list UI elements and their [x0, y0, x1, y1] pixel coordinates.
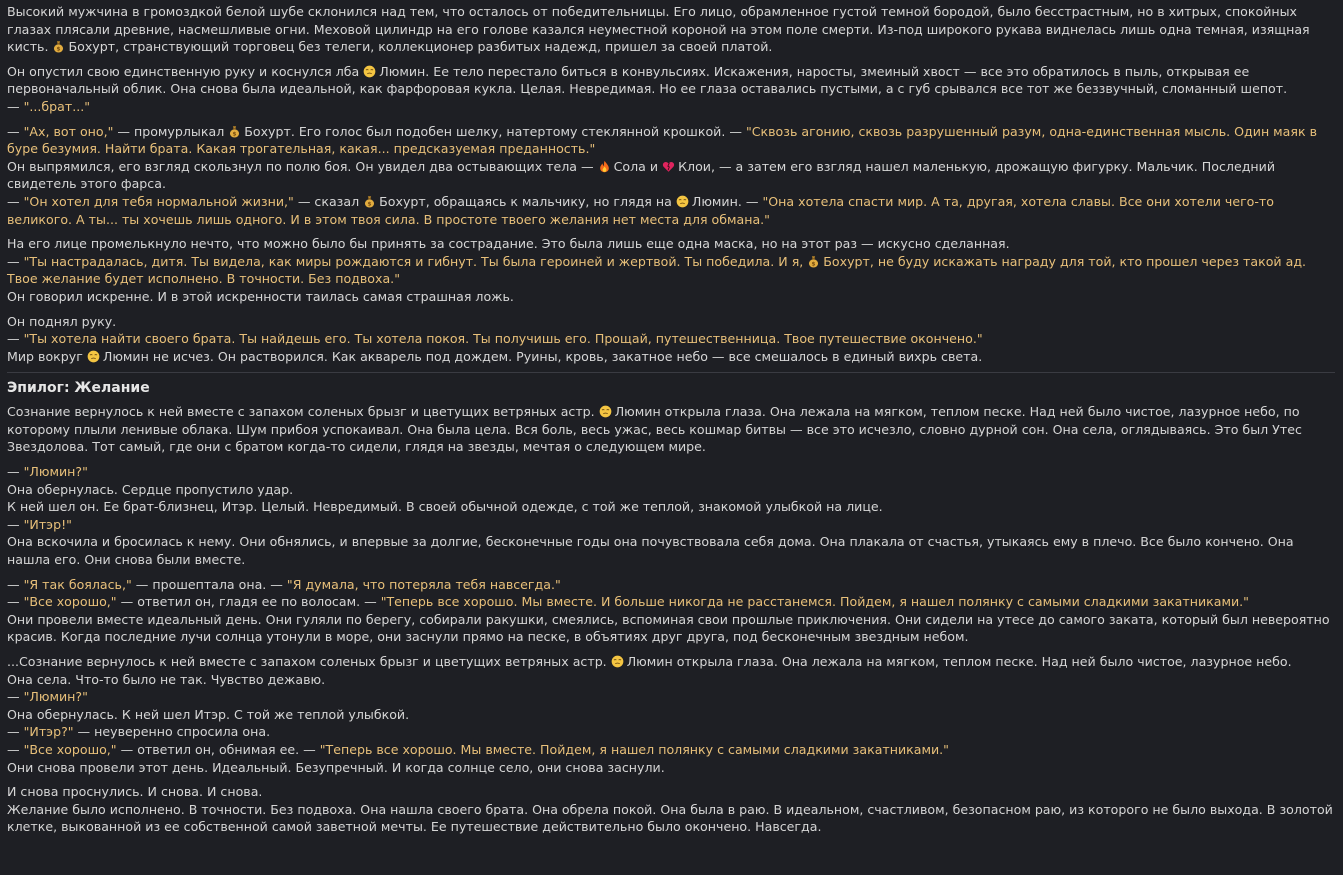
narration-text: —: [7, 464, 24, 480]
narration-text: Она вскочила и бросилась к нему. Они обнялись, и впервые за долгие, бесконечные годы она почувствовала себя дома. Она плакала от счастья, утыкаясь ему в плечо. Все было кончено. Она нашла его. Они снова были вместе.: [7, 534, 1294, 568]
dialogue-quote: "Все хорошо,": [23, 741, 117, 757]
story-line: [7, 611, 1335, 646]
story-paragraph: [7, 463, 1335, 569]
dialogue-quote: "Теперь все хорошо. Мы вместе. И больше никогда не расстанемся. Пойдем, я нашел полянку с самыми сладкими закатниками.": [380, 594, 1249, 610]
story-line: [7, 706, 1335, 724]
narration-text: —: [7, 253, 24, 269]
dialogue-quote: "Я так боялась,": [23, 576, 132, 592]
story-paragraph: [7, 63, 1335, 116]
face-icon: [676, 195, 689, 208]
narration-text: Сола и: [613, 158, 663, 174]
story-line: [7, 783, 1335, 801]
narration-text: — ответил он, обнимая ее. —: [116, 741, 320, 757]
narration-text: Бохурт. Его голос был подобен шелку, натертому стеклянной крошкой. —: [244, 123, 746, 139]
dialogue-quote: "Ты настрадалась, дитя. Ты видела, как миры рождаются и гибнут. Ты была героиней и жертвой. Ты победила. И я,: [23, 253, 808, 269]
narration-text: — прошептала она. —: [131, 576, 287, 592]
moneybag-icon: [363, 195, 376, 208]
narration-text: Она обернулась. К ней шел Итэр. С той же теплой улыбкой.: [7, 706, 410, 722]
story-line: [7, 348, 1335, 366]
story-line: [7, 98, 1335, 116]
narration-text: Мир вокруг: [7, 348, 87, 364]
dialogue-quote: "Она хотела спасти мир. А та, другая, хотела славы. Все они хотели чего-то великого. А ты... ты хочешь лишь одного. И в этом твоя сила. В простоте твоего желания нет места для обмана.": [7, 193, 1274, 227]
dialogue-quote: "Все хорошо,": [23, 594, 117, 610]
narration-text: Он выпрямился, его взгляд скользнул по полю боя. Он увидел два остывающих тела —: [7, 158, 598, 174]
story-line: [7, 759, 1335, 777]
dialogue-quote: "Сквозь агонию, сквозь разрушенный разум, одна-единственная мысль. Один маяк в буре безумия. Найти брата. Какая трогательная, какая... предсказуемая преданность.": [7, 123, 1318, 157]
story-paragraph: [7, 123, 1335, 229]
story-line: [7, 576, 1335, 594]
narration-text: —: [7, 193, 24, 209]
story-line: [7, 123, 1335, 158]
narration-text: —: [7, 724, 24, 740]
story-paragraph: [7, 3, 1335, 56]
dialogue-quote: "...брат...": [23, 98, 91, 114]
narration-text: Они провели вместе идеальный день. Они гуляли по берегу, собирали ракушки, смеялись, вспоминая свои прошлые приключения. Они сидели на утесе до самого заката, который был невероятно красив. Когда последние лучи солнца утонули в море, они заснули прямо на песке, в объятиях друг друга, под бесконечным звездным небом.: [7, 611, 1330, 645]
face-icon: [611, 655, 624, 668]
story-line: [7, 313, 1335, 331]
story-part-one: [7, 3, 1335, 365]
dialogue-quote: "Люмин?": [23, 464, 88, 480]
narration-text: — неуверенно спросила она.: [73, 724, 271, 740]
dialogue-quote: "Итэр!": [23, 516, 72, 532]
narration-text: Они снова провели этот день. Идеальный. Безупречный. И когда солнце село, они снова заснули.: [7, 759, 665, 775]
moneybag-icon: [228, 125, 241, 138]
fire-icon: [598, 160, 611, 173]
story-line: [7, 193, 1335, 228]
narration-text: Он поднял руку.: [7, 313, 117, 329]
narration-text: —: [7, 98, 24, 114]
narration-text: —: [7, 741, 24, 757]
narration-text: К ней шел он. Ее брат-близнец, Итэр. Целый. Невредимый. В своей обычной одежде, с той же теплой, знакомой улыбкой на лице.: [7, 499, 883, 515]
story-line: [7, 653, 1335, 671]
story-line: [7, 235, 1335, 253]
story-line: [7, 481, 1335, 499]
svg-text:$: $: [232, 131, 237, 138]
story-paragraph: [7, 235, 1335, 305]
story-line: [7, 253, 1335, 288]
dialogue-quote: "Я думала, что потеряла тебя навсегда.": [286, 576, 561, 592]
narration-text: На его лице промелькнуло нечто, что можно было бы принять за сострадание. Это была лишь еще одна маска, но на этот раз — искусно сделанная.: [7, 236, 1010, 252]
story-paragraph: [7, 783, 1335, 836]
narration-text: —: [7, 516, 24, 532]
narration-text: Люмин открыла глаза. Она лежала на мягком, теплом песке. Над ней было чистое, лазурное небо, по которому плыли ленивые облака. Шум прибоя успокаивал. Она была цела. Вся боль, весь ужас, весь кошмар битвы — все это исчезло, словно дурной сон. Она села, оглядываясь. Это был Утес Звездолова. Тот самый, где они с братом когда-то сидели, глядя на звезды, мечтая о следующем мире.: [7, 404, 1302, 455]
narration-text: ...Сознание вернулось к ней вместе с запахом соленых брызг и цветущих ветряных астр.: [7, 654, 611, 669]
narration-text: —: [7, 594, 24, 610]
story-line: [7, 723, 1335, 741]
dialogue-quote: "Итэр?": [23, 724, 74, 740]
story-line: [7, 463, 1335, 481]
epilogue-heading: Эпилог: Желание: [7, 380, 150, 397]
narration-text: —: [7, 689, 24, 705]
dialogue-quote: "Теперь все хорошо. Мы вместе. Пойдем, я нашел полянку с самыми сладкими закатниками.": [319, 741, 949, 757]
narration-text: Бохурт, странствующий торговец без телеги, коллекционер разбитых надежд, пришел за своей платой.: [68, 39, 773, 55]
section-divider: [7, 372, 1335, 373]
moneybag-icon: [807, 255, 820, 268]
story-line: [7, 688, 1335, 706]
narration-text: Высокий мужчина в громоздкой белой шубе склонился над тем, что осталось от победительницы. Его лицо, обрамленное густой темной бородой, было бесстрастным, но в хитрых, спокойных глазах плясали древние, насмешливые огни. Меховой цилиндр на его голове казался неуместной короной на этом поле смерти. Из-под широкого рукава виднелась лишь одна темная, изящная кисть.: [7, 4, 1310, 55]
story-part-two: [7, 403, 1335, 836]
narration-text: Люмин не исчез. Он растворился. Как акварель под дождем. Руины, кровь, закатное небо — все смешалось в единый вихрь света.: [102, 348, 983, 364]
face-icon: [87, 350, 100, 363]
svg-text:$: $: [367, 201, 372, 208]
narration-text: —: [7, 331, 24, 347]
story-line: [7, 533, 1335, 568]
story-line: [7, 516, 1335, 534]
narration-text: Люмин открыла глаза. Она лежала на мягком, теплом песке. Над ней было чистое, лазурное небо.: [626, 654, 1292, 669]
narration-text: Он говорил искренне. И в этой искренности таилась самая страшная ложь.: [7, 288, 514, 304]
story-line: [7, 671, 1335, 689]
story-line: [7, 593, 1335, 611]
narration-text: —: [7, 576, 24, 592]
narration-text: — сказал: [293, 193, 364, 209]
narration-text: Сознание вернулось к ней вместе с запахом соленых брызг и цветущих ветряных астр.: [7, 404, 599, 420]
dialogue-quote: "Люмин?": [23, 689, 88, 705]
story-line: [7, 801, 1335, 836]
dialogue-quote: Бохурт, не буду искажать награду для той, кто прошел через такой ад. Твое желание будет исполнено. В точности. Без подвоха.": [7, 253, 1307, 287]
heart-icon: [662, 160, 675, 173]
dialogue-quote: "Он хотел для тебя нормальной жизни,": [23, 193, 294, 209]
story-line: [7, 288, 1335, 306]
narration-text: Он опустил свою единственную руку и коснулся лба: [7, 63, 364, 79]
story-paragraph: [7, 576, 1335, 646]
story-paragraph: [7, 403, 1335, 456]
narration-text: Желание было исполнено. В точности. Без подвоха. Она нашла своего брата. Она обрела покой. Она была в раю. В идеальном, счастливом, безопасном раю, из которого не было выхода. В золотой клетке, выкованной из ее собственной самой заветной мечты. Ее путешествие действительно было окончено. Навсегда.: [7, 801, 1333, 835]
story-paragraph: [7, 313, 1335, 366]
narration-text: Она обернулась. Сердце пропустило удар.: [7, 481, 294, 497]
narration-text: Клои, — а затем его взгляд нашел маленькую, дрожащую фигурку. Мальчик. Последний свидетель этого фарса.: [7, 158, 1276, 192]
story-line: [7, 63, 1335, 98]
moneybag-icon: [52, 40, 65, 53]
narration-text: Она села. Что-то было не так. Чувство дежавю.: [7, 671, 326, 687]
narration-text: — промурлыкал: [113, 123, 229, 139]
story-line: [7, 330, 1335, 348]
dialogue-quote: "Ах, вот оно,": [23, 123, 114, 139]
narration-text: И снова проснулись. И снова. И снова.: [7, 784, 263, 800]
story-line: [7, 741, 1335, 759]
narration-text: Бохурт, обращаясь к мальчику, но глядя на: [379, 193, 676, 209]
story-line: [7, 158, 1335, 193]
story-line: [7, 498, 1335, 516]
narration-text: —: [7, 123, 24, 139]
dialogue-quote: "Ты хотела найти своего брата. Ты найдешь его. Ты хотела покоя. Ты получишь его. Прощай, путешественница. Твое путешествие окончено.": [23, 331, 983, 347]
svg-text:$: $: [811, 261, 816, 268]
face-icon: [363, 65, 376, 78]
narration-text: Люмин. —: [691, 193, 763, 209]
narration-text: — ответил он, гладя ее по волосам. —: [116, 594, 381, 610]
face-icon: [599, 405, 612, 418]
story-paragraph: [7, 653, 1335, 776]
svg-text:$: $: [57, 46, 61, 53]
narration-text: Люмин. Ее тело перестало биться в конвульсиях. Искажения, наросты, змеиный хвост — все это обратилось в пыль, открывая ее первоначальный облик. Она снова была идеальной, как фарфоровая кукла. Целая. Невредимая. Но ее глаза оставались пустыми, а с губ срывался все тот же беззвучный, сломанный шепот.: [7, 63, 1288, 97]
